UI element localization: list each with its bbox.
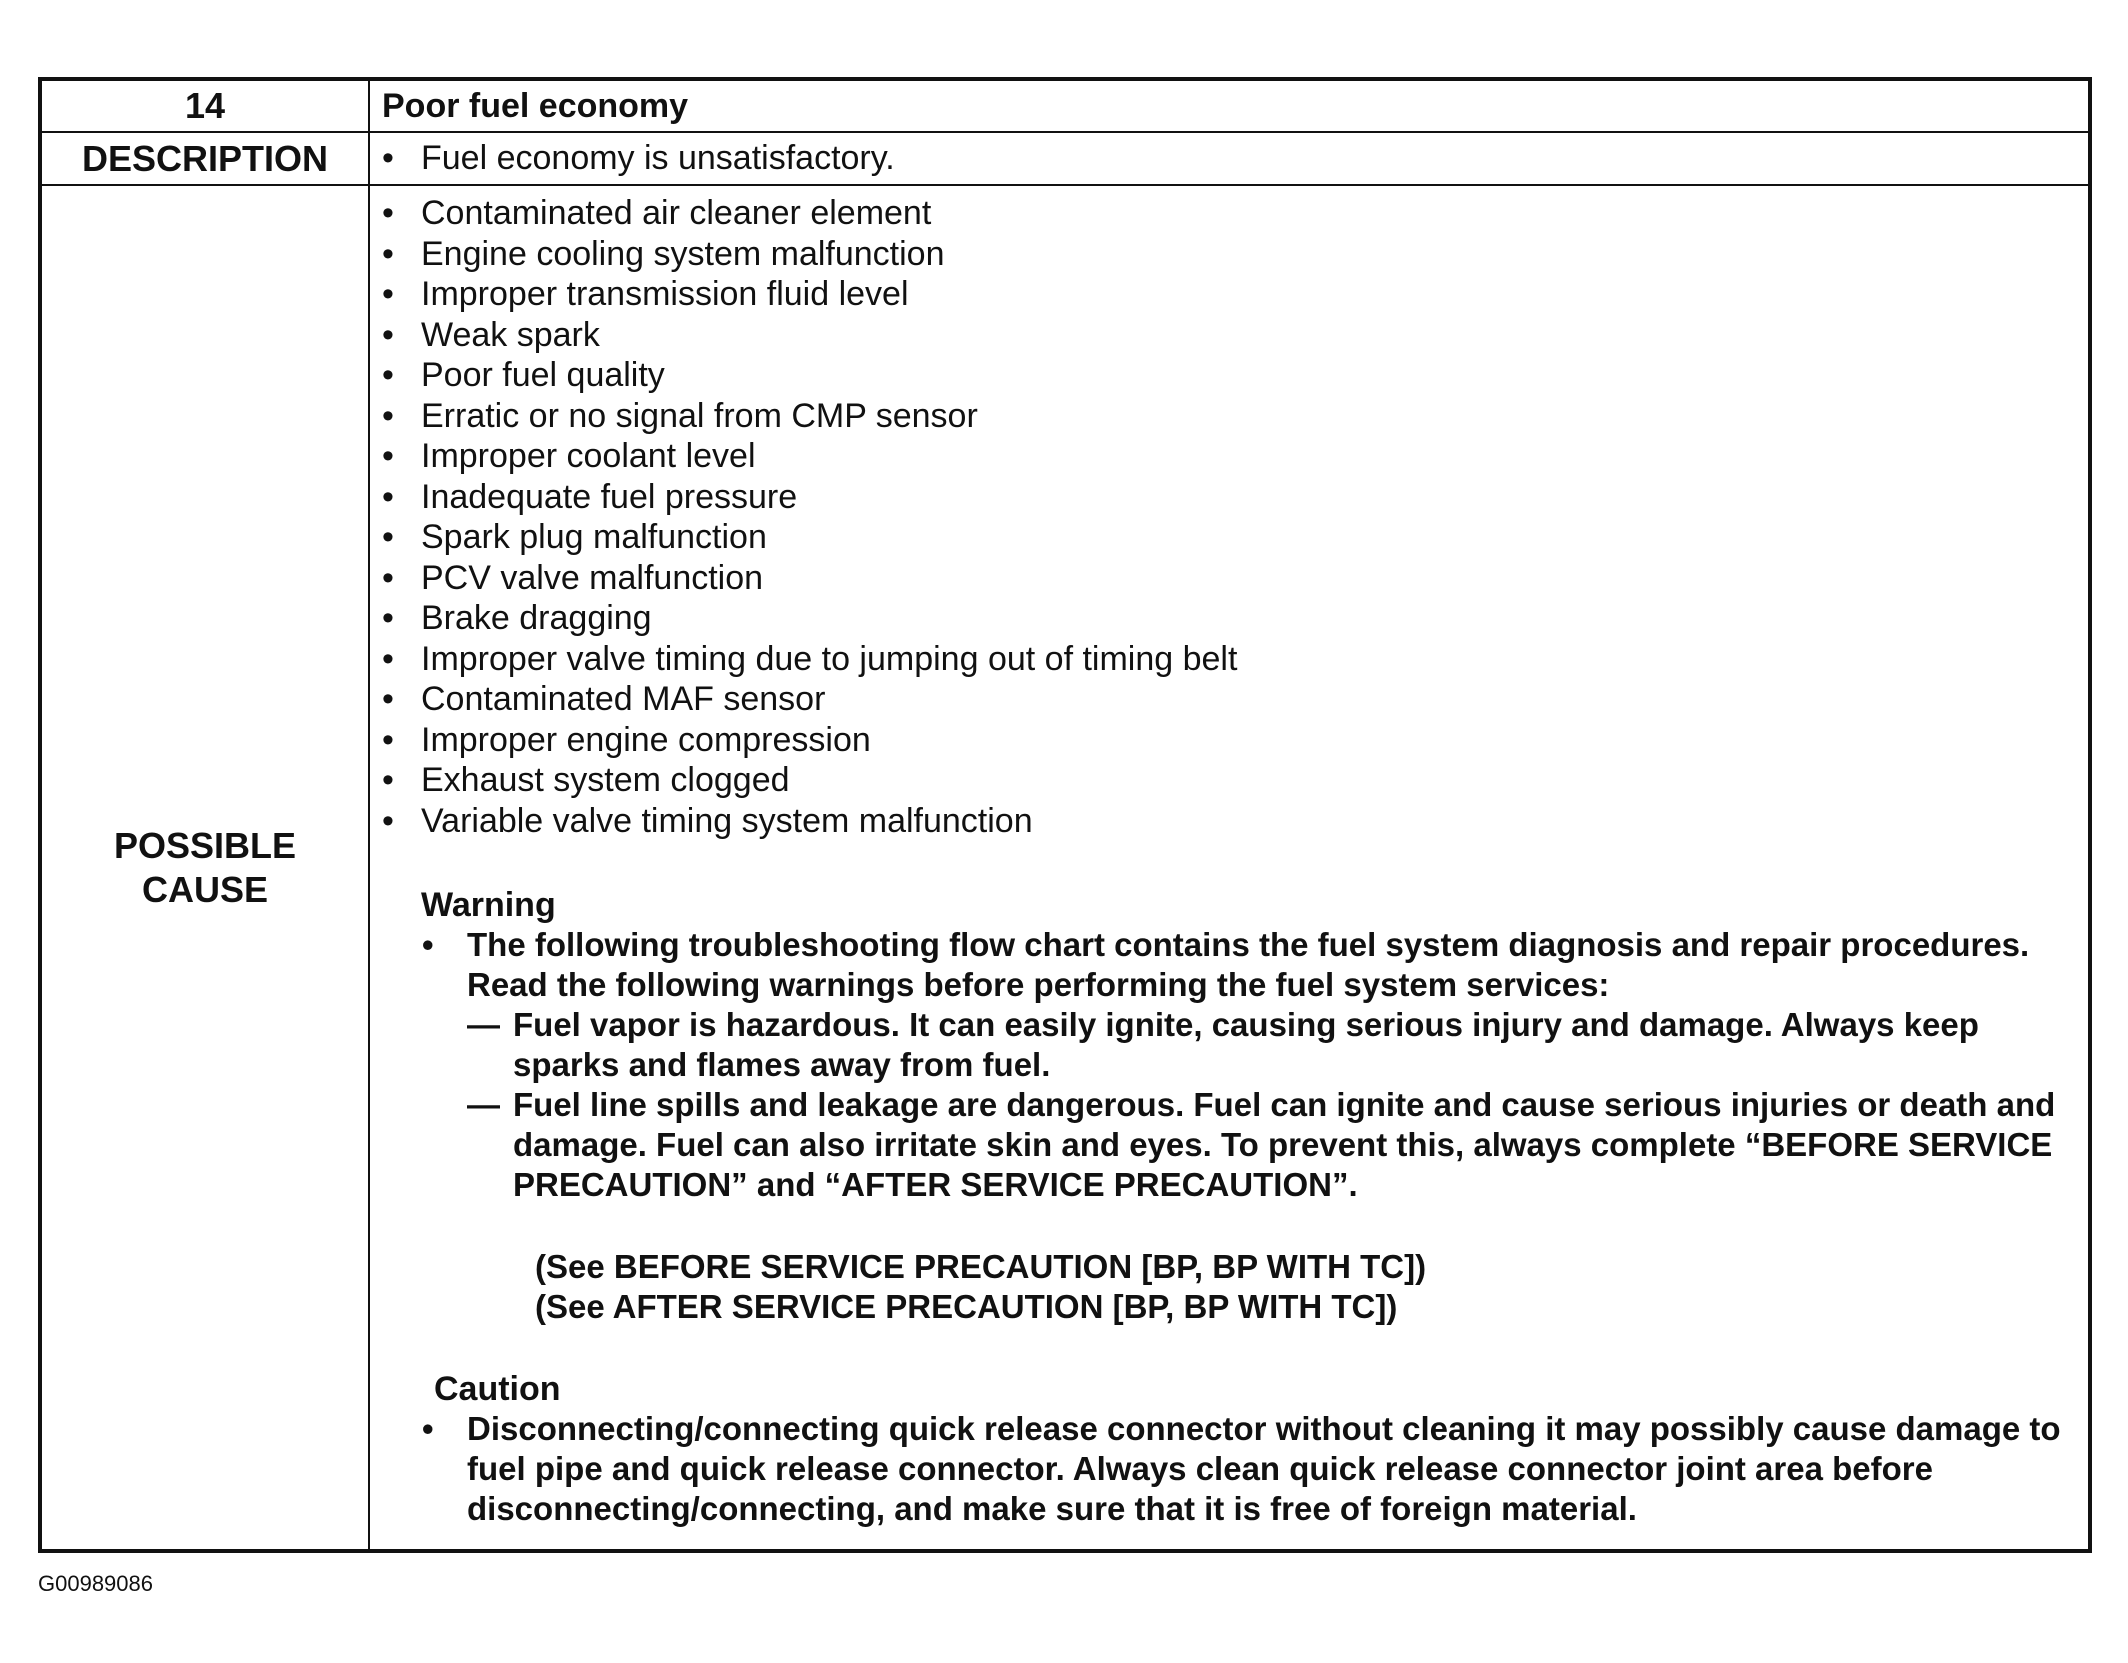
bullet: • <box>382 761 394 799</box>
item-title: Poor fuel economy <box>382 86 689 125</box>
cause-text: Erratic or no signal from CMP sensor <box>421 396 978 435</box>
warning-dash-item <box>467 1085 2078 1205</box>
cause-item <box>370 355 2088 396</box>
cause-text: Contaminated MAF sensor <box>421 680 826 718</box>
description-cell <box>370 133 2088 184</box>
dash-mark: — <box>467 1086 500 1123</box>
cause-text: Inadequate fuel pressure <box>421 477 798 516</box>
cause-item <box>370 679 2088 720</box>
cause-text: Improper transmission fluid level <box>421 275 909 313</box>
cause-text: Engine cooling system malfunction <box>421 234 945 273</box>
cause-item <box>370 558 2088 599</box>
cause-item <box>370 720 2088 761</box>
cause-item <box>370 234 2088 275</box>
header-row <box>42 81 2088 133</box>
cause-item <box>370 315 2088 356</box>
bullet: • <box>382 477 394 516</box>
bullet: • <box>382 437 394 475</box>
cause-item <box>370 517 2088 558</box>
possible-cause-label <box>42 186 370 1549</box>
possible-cause-row <box>42 186 2088 1549</box>
bullet: • <box>382 801 394 840</box>
cause-text: PCV valve malfunction <box>421 558 764 597</box>
bullet: • <box>382 639 394 678</box>
possible-cause-label-line1: POSSIBLE <box>113 824 297 866</box>
bullet: • <box>382 558 394 597</box>
warning-dash-text: Fuel vapor is hazardous. It can easily ignite, causing serious injury and damage. Always keep sparks and flames away from fuel. <box>513 1006 1979 1083</box>
warning-intro: The following troubleshooting flow chart contains the fuel system diagnosis and repair procedures. Read the following warnings before performing the fuel system services: <box>467 926 2030 1003</box>
caution-text: Disconnecting/connecting quick release connector without cleaning it may possibly cause damage to fuel pipe and quick release connector. Always clean quick release connector joint area before disconnecting/connecting, and make sure that it is free of foreign material. <box>467 1410 2061 1527</box>
bullet: • <box>382 599 394 637</box>
see-reference: (See BEFORE SERVICE PRECAUTION [BP, BP WITH TC]) <box>535 1248 1427 1285</box>
cause-text: Contaminated air cleaner element <box>421 194 932 232</box>
description-item <box>370 138 895 179</box>
caution-heading: Caution <box>434 1370 561 1408</box>
cause-text: Variable valve timing system malfunction <box>421 801 1033 840</box>
cause-item <box>370 436 2088 477</box>
cause-text: Spark plug malfunction <box>421 518 767 556</box>
cause-text: Improper engine compression <box>421 720 871 759</box>
cause-item <box>370 274 2088 315</box>
description-text: Fuel economy is unsatisfactory. <box>421 139 895 178</box>
bullet: • <box>382 139 394 178</box>
cause-item <box>370 760 2088 801</box>
cause-text: Improper valve timing due to jumping out of timing belt <box>421 639 1238 678</box>
caution-block <box>422 1409 2088 1529</box>
bullet: • <box>422 1410 434 1447</box>
bullet: • <box>382 680 394 718</box>
bullet: • <box>382 315 394 354</box>
description-label: DESCRIPTION <box>42 133 370 184</box>
cause-item <box>370 801 2088 842</box>
cause-item <box>370 193 2088 234</box>
bullet: • <box>382 396 394 435</box>
warning-block <box>422 925 2088 1327</box>
cause-item <box>370 396 2088 437</box>
bullet: • <box>382 275 394 313</box>
bullet: • <box>382 194 394 232</box>
item-number: 14 <box>42 81 370 131</box>
bullet: • <box>382 518 394 556</box>
description-row <box>42 133 2088 186</box>
cause-list <box>370 193 2088 841</box>
warning-heading: Warning <box>421 886 556 924</box>
warning-dash-item <box>467 1005 2078 1085</box>
cause-item <box>370 477 2088 518</box>
see-reference: (See AFTER SERVICE PRECAUTION [BP, BP WITH TC]) <box>535 1288 1398 1325</box>
cause-text: Weak spark <box>421 315 600 354</box>
bullet: • <box>382 234 394 273</box>
possible-cause-label-line2: CAUSE <box>141 868 269 910</box>
bullet: • <box>382 356 394 394</box>
cause-text: Exhaust system clogged <box>421 761 790 799</box>
bullet: • <box>382 720 394 759</box>
cause-text: Poor fuel quality <box>421 356 665 394</box>
cause-text: Improper coolant level <box>421 437 756 475</box>
possible-cause-cell <box>370 186 2088 1549</box>
cause-text: Brake dragging <box>421 599 652 637</box>
bullet: • <box>422 926 434 963</box>
warning-dash-text: Fuel line spills and leakage are dangerous. Fuel can ignite and cause serious injuries or death and damage. Fuel can also irritate skin and eyes. To prevent this, always complete “BEFORE SERVICE PRECAUTION” and “AFTER SERVICE PRECAUTION”. <box>513 1086 2056 1203</box>
dash-mark: — <box>467 1006 500 1043</box>
cause-item <box>370 639 2088 680</box>
figure-id: G00989086 <box>38 1571 153 1596</box>
troubleshooting-table <box>38 77 2092 1553</box>
cause-item <box>370 598 2088 639</box>
